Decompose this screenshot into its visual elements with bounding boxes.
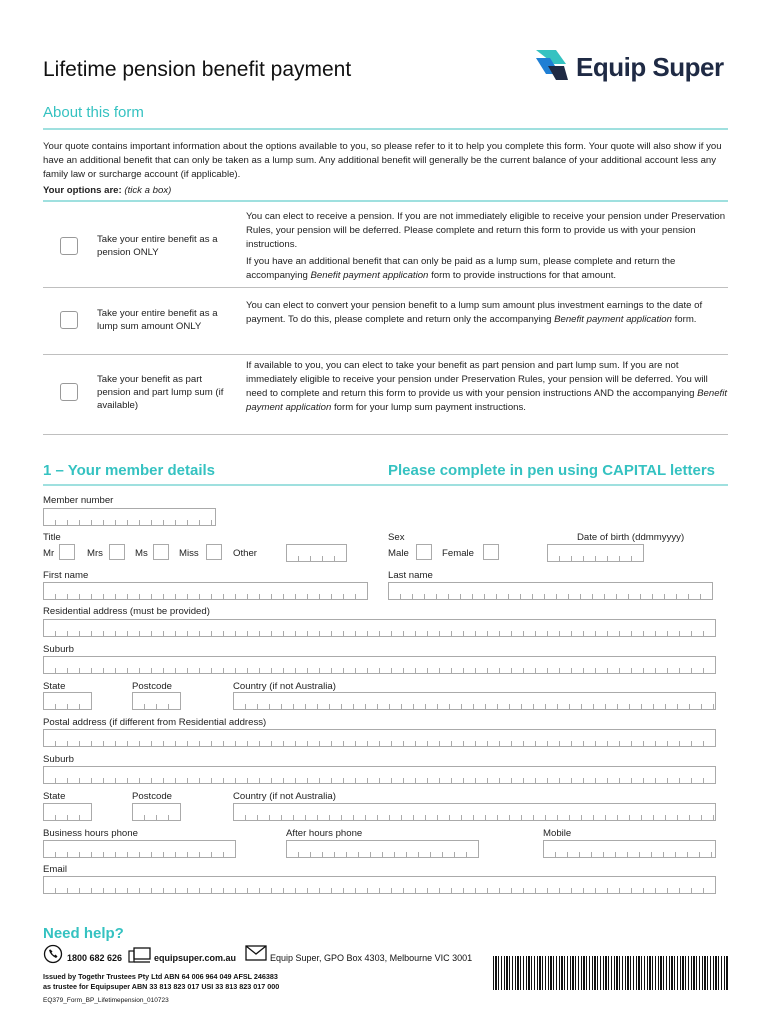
postal-country-label: Country (if not Australia) <box>233 791 336 802</box>
mobile-label: Mobile <box>543 828 572 839</box>
title-miss-label: Miss <box>179 548 199 559</box>
option-lumpsum-desc: You can elect to convert your pension benefit to a lump sum amount plus investment earnings to the date of payment. To do this, please complete and return only the accompanying Benefit payment application form. <box>246 300 703 325</box>
brand-name: Equip Super <box>576 52 724 82</box>
after-phone-field[interactable] <box>286 840 479 858</box>
postal-suburb-label: Suburb <box>43 754 74 765</box>
email-field[interactable] <box>43 876 716 894</box>
sex-male-checkbox[interactable] <box>416 544 432 560</box>
option-pension-desc-extra: If you have an additional benefit that can only be paid as a lump sum, please complete and return the accompanying Benefit payment application form to provide instructions for that amount. <box>246 256 676 281</box>
title-mrs-checkbox[interactable] <box>109 544 125 560</box>
postal-postcode-label: Postcode <box>132 791 173 802</box>
equip-logo-icon <box>534 48 570 82</box>
divider <box>43 200 728 202</box>
res-state-field[interactable] <box>43 692 92 710</box>
sex-male-label: Male <box>388 548 409 559</box>
member-number-label: Member number <box>43 495 114 506</box>
dob-field[interactable] <box>547 544 644 562</box>
title-miss-checkbox[interactable] <box>206 544 222 560</box>
postal-suburb-field[interactable] <box>43 766 716 784</box>
help-website[interactable]: equipsuper.com.au <box>154 953 237 963</box>
email-label: Email <box>43 864 67 875</box>
title-mr-checkbox[interactable] <box>59 544 75 560</box>
last-name-field[interactable] <box>388 582 713 600</box>
res-suburb-label: Suburb <box>43 644 74 655</box>
divider <box>43 128 728 130</box>
divider <box>43 354 728 355</box>
sex-female-checkbox[interactable] <box>483 544 499 560</box>
dob-label: Date of birth (ddmmyyyy) <box>577 532 685 543</box>
about-text: Your quote contains important information about the options available to you, so please refer to it to help you complete this form. Your quote will also show if you have an additional benefit that can only be taken as a lump sum. Any additional benefit will generally be the current balance of your additional account less any family law or surcharge account (if applicable). <box>43 141 722 180</box>
issuer-line-2: as trustee for Equipsuper ABN 33 813 823 017 USI 33 813 823 017 000 <box>43 982 280 991</box>
res-country-field[interactable] <box>233 692 716 710</box>
postal-state-label: State <box>43 791 66 802</box>
postal-state-field[interactable] <box>43 803 92 821</box>
title-mrs-label: Mrs <box>87 548 103 559</box>
first-name-label: First name <box>43 570 89 581</box>
last-name-label: Last name <box>388 570 433 581</box>
after-phone-label: After hours phone <box>286 828 363 839</box>
title-other-label: Other <box>233 548 257 559</box>
postal-postcode-field[interactable] <box>132 803 181 821</box>
computer-icon <box>128 946 152 964</box>
title-mr-label: Mr <box>43 548 55 559</box>
envelope-icon <box>245 945 267 961</box>
option-pension-checkbox[interactable] <box>60 237 78 255</box>
barcode <box>493 956 728 990</box>
option-part-checkbox[interactable] <box>60 383 78 401</box>
title-ms-checkbox[interactable] <box>153 544 169 560</box>
options-label: Your options are: (tick a box) <box>43 185 172 196</box>
sex-label: Sex <box>388 532 405 543</box>
help-phone[interactable]: 1800 682 626 <box>67 953 123 963</box>
option-lumpsum-checkbox[interactable] <box>60 311 78 329</box>
sex-female-label: Female <box>442 548 474 559</box>
option-pension-desc: You can elect to receive a pension. If you are not immediately eligible to receive your pension under Preservation Rules, your pension will be deferred. Please complete and return this form to provide us with your pension instructions. <box>246 211 726 250</box>
issuer-line-1: Issued by Togethr Trustees Pty Ltd ABN 64 006 964 049 AFSL 246383 <box>43 972 278 981</box>
page-title: Lifetime pension benefit payment <box>43 58 352 81</box>
postal-address-field[interactable] <box>43 729 716 747</box>
option-lumpsum-label: Take your entire benefit as a lump sum amount ONLY <box>97 308 218 332</box>
help-heading: Need help? <box>43 925 124 942</box>
option-pension-label: Take your entire benefit as a pension ONLY <box>97 234 218 258</box>
title-ms-label: Ms <box>135 548 148 559</box>
divider <box>43 434 728 435</box>
option-part-label: Take your benefit as part pension and part lump sum (if available) <box>97 374 224 411</box>
option-part-desc: If available to you, you can elect to take your benefit as part pension and part lump sum. If you are not immediately eligible to receive your pension under Preservation Rules, your pension will be deferred. You will need to complete and return this form to provide us with your pension instructions AND the accompanying Benefit payment application form for your lump sum payment instructions. <box>246 360 728 413</box>
res-suburb-field[interactable] <box>43 656 716 674</box>
phone-icon <box>43 944 63 964</box>
mobile-field[interactable] <box>543 840 716 858</box>
divider <box>43 484 728 486</box>
divider <box>43 287 728 288</box>
section-note: Please complete in pen using CAPITAL letters <box>388 462 716 479</box>
res-postcode-label: Postcode <box>132 681 173 692</box>
title-label: Title <box>43 532 61 543</box>
section-heading: 1 – Your member details <box>43 462 216 479</box>
res-address-label: Residential address (must be provided) <box>43 606 210 617</box>
postal-address-label: Postal address (if different from Residential address) <box>43 717 267 728</box>
member-number-field[interactable] <box>43 508 216 526</box>
title-other-field[interactable] <box>286 544 347 562</box>
about-heading: About this form <box>43 104 144 121</box>
first-name-field[interactable] <box>43 582 368 600</box>
postal-country-field[interactable] <box>233 803 716 821</box>
res-postcode-field[interactable] <box>132 692 181 710</box>
business-phone-label: Business hours phone <box>43 828 138 839</box>
business-phone-field[interactable] <box>43 840 236 858</box>
help-postal: Equip Super, GPO Box 4303, Melbourne VIC 3001 <box>270 953 473 963</box>
res-country-label: Country (if not Australia) <box>233 681 336 692</box>
res-state-label: State <box>43 681 66 692</box>
res-address-field[interactable] <box>43 619 716 637</box>
form-code: EQ379_Form_BP_Lifetimepension_010723 <box>43 997 169 1004</box>
